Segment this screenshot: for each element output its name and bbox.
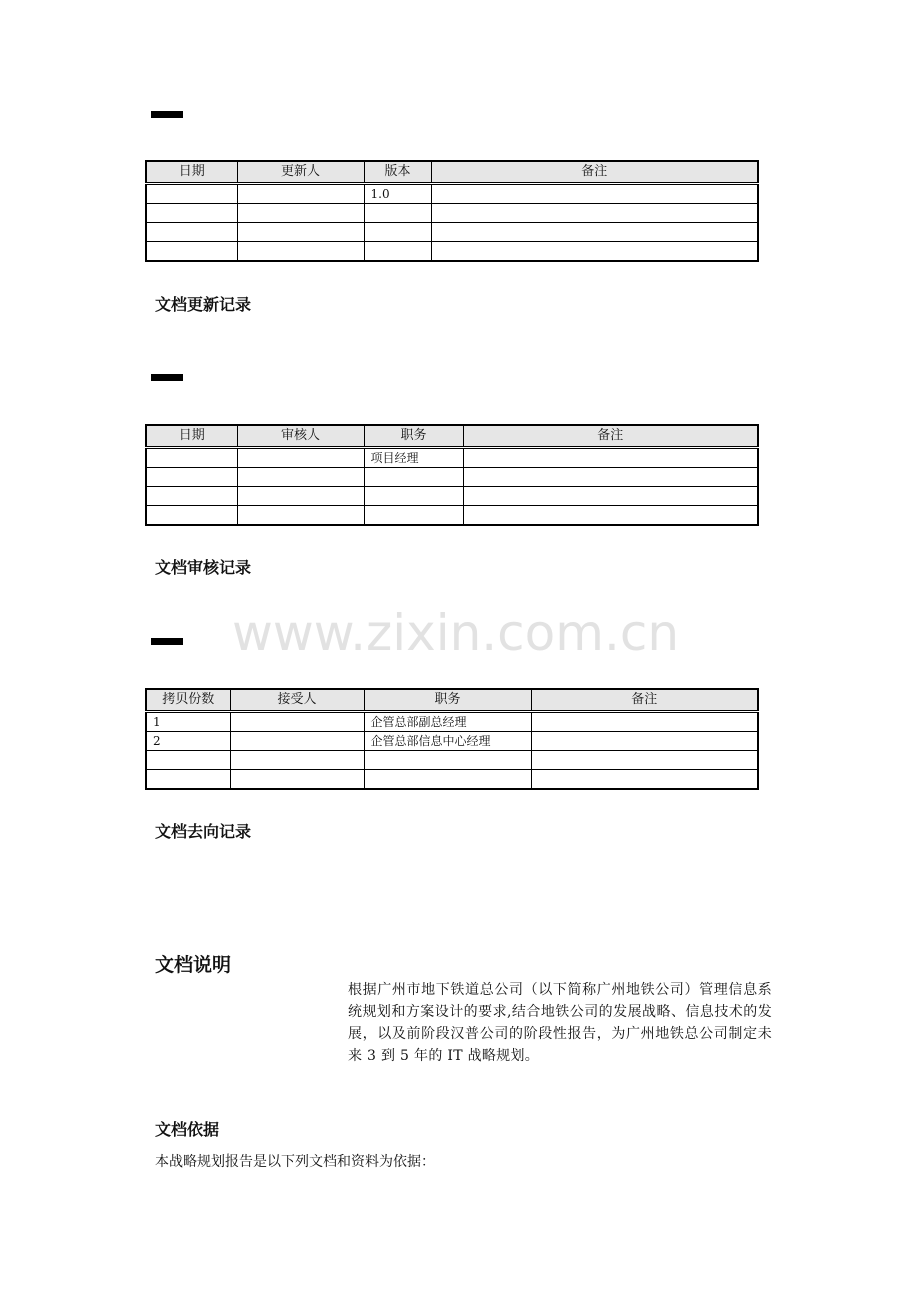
table-cell [237,204,364,223]
table-cell [531,770,758,790]
table-row [146,242,758,262]
table-cell [431,204,758,223]
table-header-row [146,425,758,448]
table-cell [146,204,237,223]
table-header-row [146,689,758,712]
table-cell [230,712,364,732]
watermark: www.zixin.com.cn [232,604,680,662]
table-cell [146,770,230,790]
description-title: 文档说明 [155,954,232,976]
table-cell [230,751,364,770]
table-cell: 2 [146,732,230,751]
section-marker [151,638,183,645]
table-cell [146,468,237,487]
table-row [146,223,758,242]
table-row [146,448,758,468]
header-cell: 职务 [364,425,463,448]
table-row [146,712,758,732]
header-cell: 备注 [531,689,758,712]
table-cell [237,184,364,204]
table-row [146,770,758,790]
table-cell [431,242,758,262]
table-cell [364,751,531,770]
table-cell [364,223,431,242]
review-record-caption: 文档审核记录 [155,558,252,577]
table-cell [364,487,463,506]
table-cell [146,448,237,468]
table-cell: 1.0 [364,184,431,204]
distribution-record-caption: 文档去向记录 [155,822,252,841]
table-cell: 项目经理 [364,448,463,468]
header-cell: 更新人 [237,161,364,184]
table-row [146,487,758,506]
section-marker [151,374,183,381]
update-record-caption: 文档更新记录 [155,295,252,314]
table-cell [463,468,758,487]
basis-title: 文档依据 [155,1120,220,1139]
header-cell: 备注 [431,161,758,184]
header-cell: 审核人 [237,425,364,448]
table-cell [237,506,364,526]
table-cell [146,751,230,770]
header-cell: 日期 [146,425,237,448]
section-marker [151,111,183,118]
table-cell [431,184,758,204]
table-cell [230,732,364,751]
table-cell [531,732,758,751]
header-cell: 职务 [364,689,531,712]
table-cell [431,223,758,242]
table-cell [463,506,758,526]
table-cell [237,487,364,506]
header-cell: 日期 [146,161,237,184]
header-cell: 版本 [364,161,431,184]
table-cell [364,468,463,487]
table-cell [237,468,364,487]
table-row [146,184,758,204]
table-cell [463,448,758,468]
description-text: 根据广州市地下铁道总公司（以下简称广州地铁公司）管理信息系统规划和方案设计的要求,结合地铁公司的发展战略、信息技术的发展，以及前阶段汉普公司的阶段性报告，为广州地铁总公司制定未来 3 到 5 年的 IT 战略规划。 [348,982,772,1064]
table-cell [364,242,431,262]
table-cell [531,712,758,732]
table-cell: 1 [146,712,230,732]
header-cell: 接受人 [230,689,364,712]
table-cell [237,448,364,468]
table-cell [531,751,758,770]
table-cell [364,506,463,526]
distribution-record-table [145,688,759,790]
header-cell: 备注 [463,425,758,448]
table-row [146,468,758,487]
table-row [146,204,758,223]
header-cell: 拷贝份数 [146,689,230,712]
table-cell [364,204,431,223]
basis-text: 本战略规划报告是以下列文档和资料为依据： [155,1154,435,1170]
table-row [146,751,758,770]
table-cell [146,223,237,242]
table-cell [146,184,237,204]
table-cell [146,506,237,526]
table-cell: 企管总部信息中心经理 [364,732,531,751]
update-record-table [145,160,759,262]
table-cell [237,223,364,242]
table-cell [463,487,758,506]
table-cell [237,242,364,262]
table-row [146,506,758,526]
table-header-row [146,161,758,184]
table-row [146,732,758,751]
table-cell [146,487,237,506]
table-cell [364,770,531,790]
table-cell: 企管总部副总经理 [364,712,531,732]
review-record-table [145,424,759,526]
table-cell [146,242,237,262]
table-cell [230,770,364,790]
